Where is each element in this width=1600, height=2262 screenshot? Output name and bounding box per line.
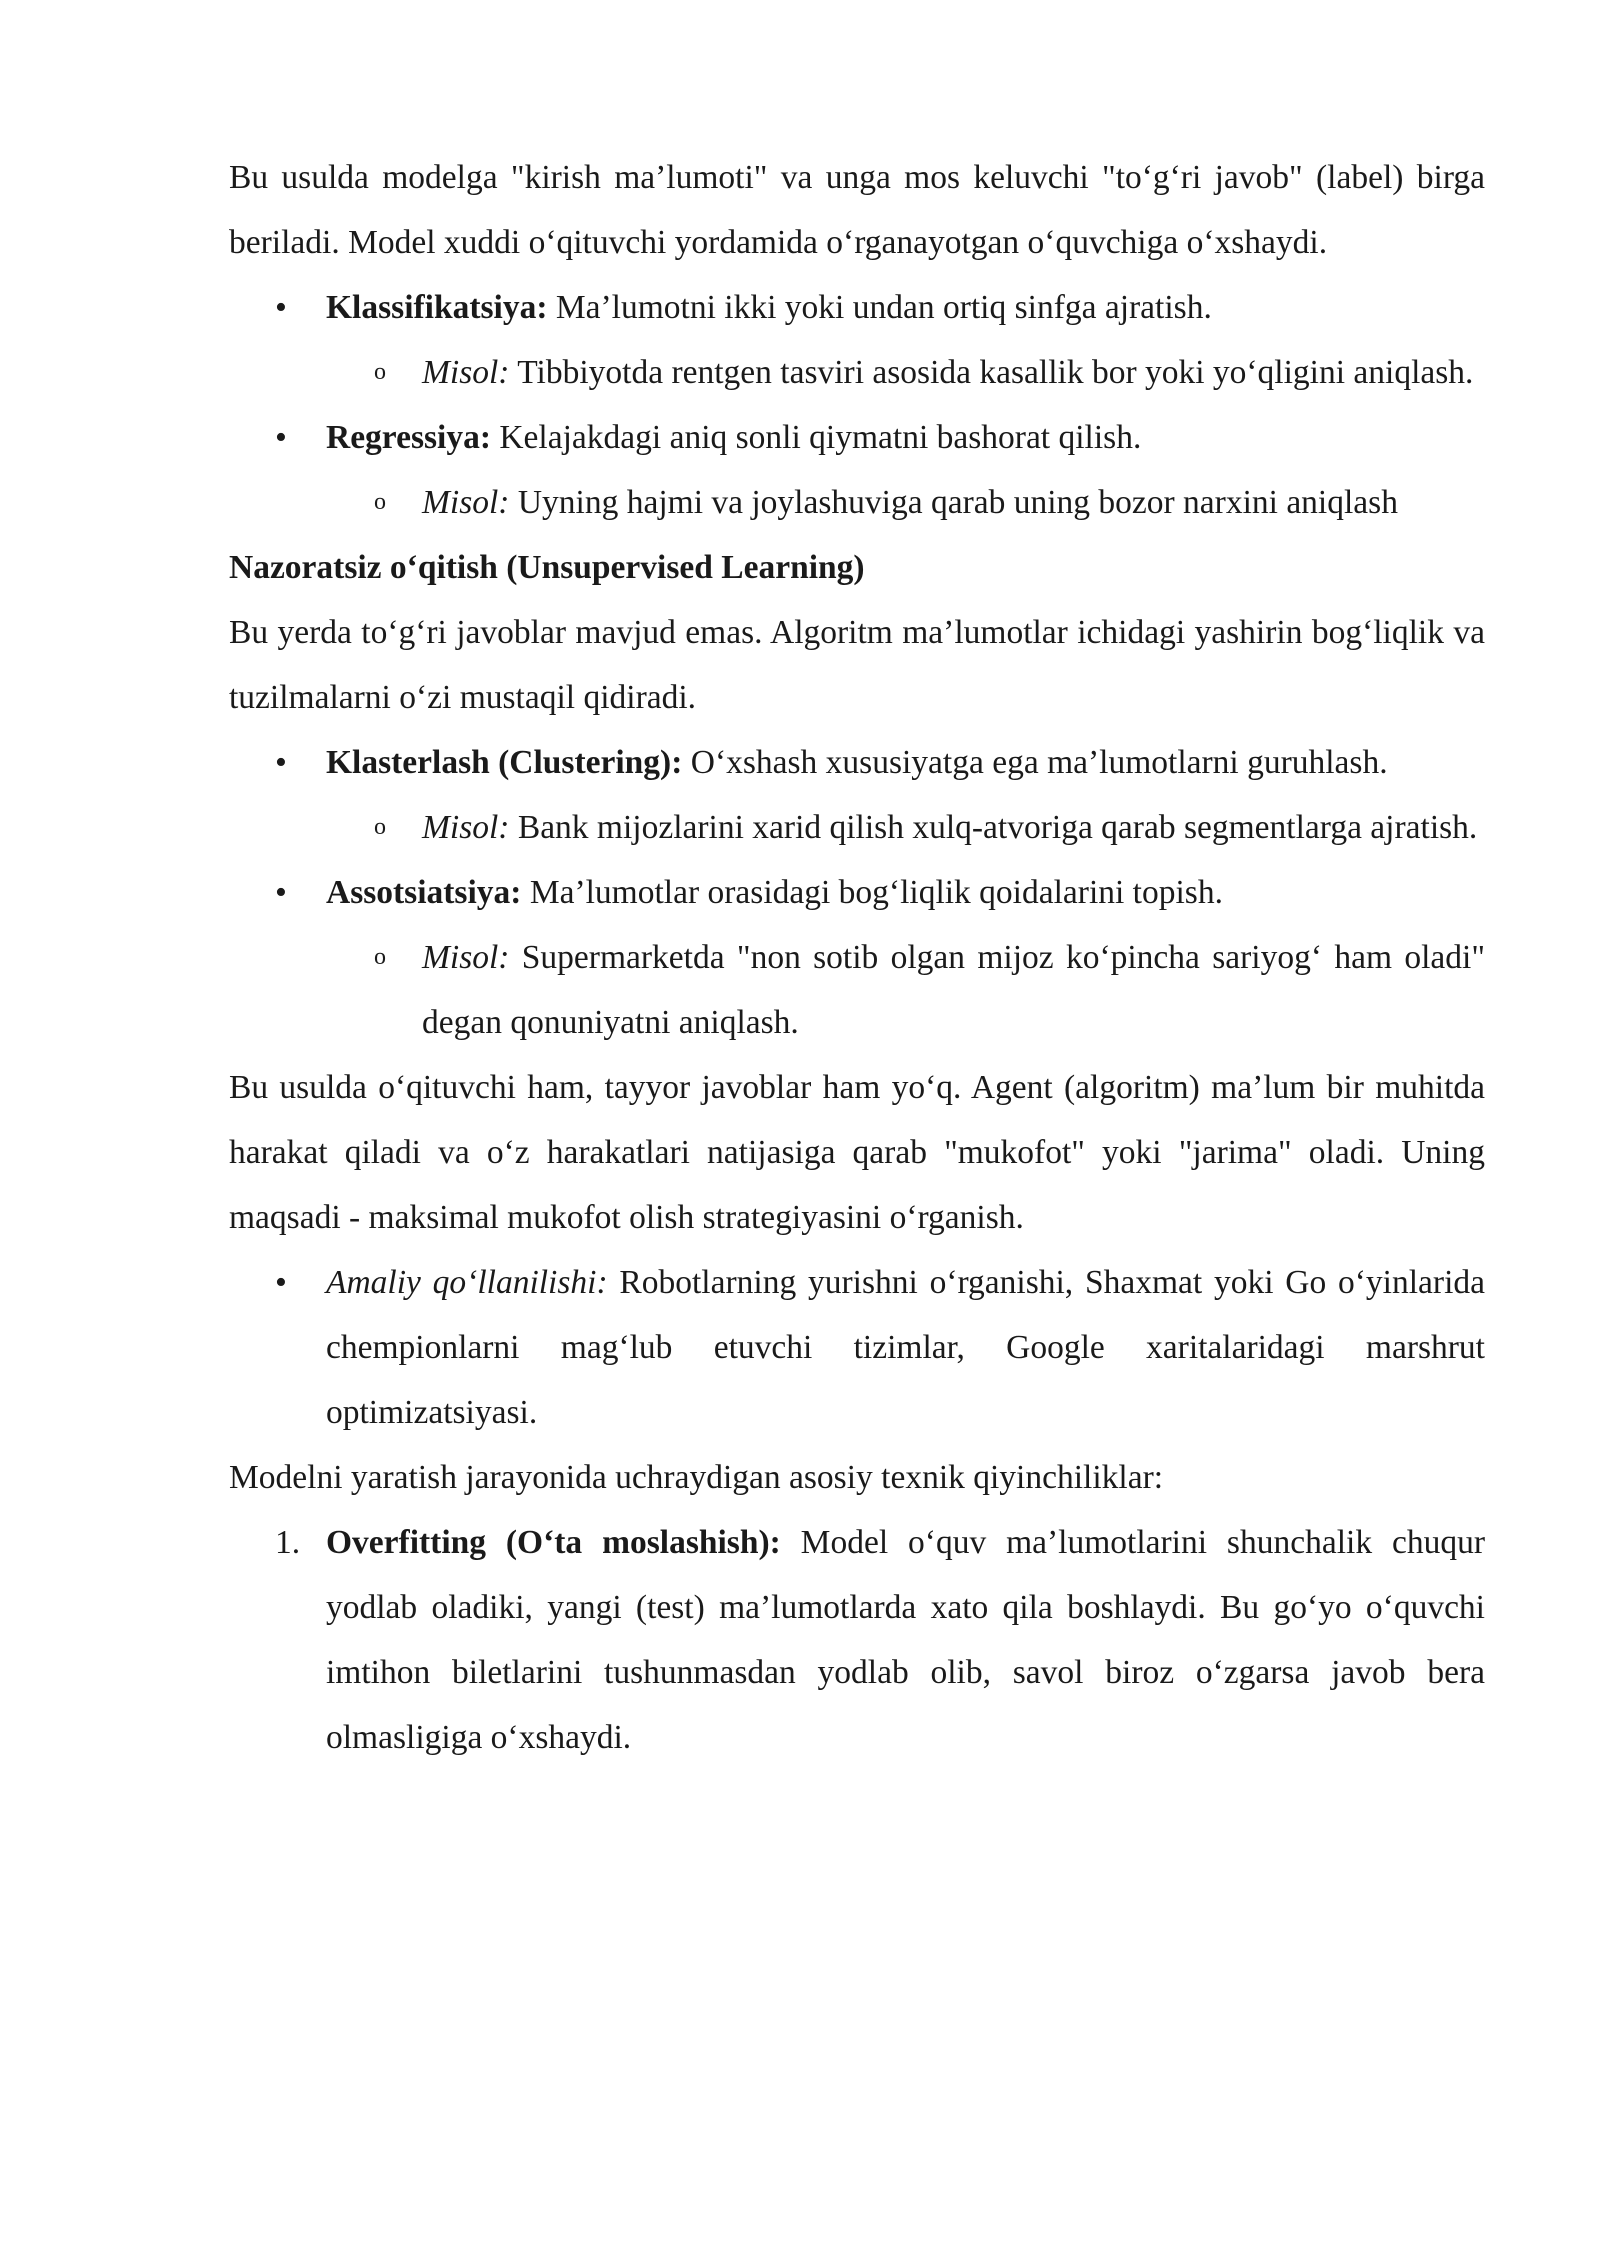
supervised-intro-paragraph: Bu usulda modelga "kirish ma’lumoti" va unga mos keluvchi "to‘g‘ri javob" (label) birga beriladi. Model xuddi o‘qituvchi yordamida o‘rganayotgan o‘quvchiga o‘xshaydi. (229, 159, 1485, 261)
unsupervised-heading (229, 535, 1485, 600)
term-classification: Klassifikatsiya: (326, 289, 548, 326)
challenges-intro-paragraph: Modelni yaratish jarayonida uchraydigan asosiy texnik qiyinchiliklar: (229, 1459, 1164, 1496)
bullet-mark: • (275, 289, 287, 326)
example-label: Misol: (422, 484, 510, 521)
unsupervised-intro-paragraph: Bu yerda to‘g‘ri javoblar mavjud emas. Algoritm ma’lumotlar ichidagi yashirin bog‘liqlik va tuzilmalarni o‘zi mustaqil qidiradi. (229, 614, 1485, 716)
bullet-item-clustering (229, 730, 1485, 795)
example-text: Supermarketda "non sotib olgan mijoz ko‘pincha sariyog‘ ham oladi" degan qonuniyatni aniqlash. (422, 939, 1485, 1041)
heading-text: Nazoratsiz o‘qitish (Unsupervised Learning) (229, 549, 865, 586)
bullet-mark: • (275, 744, 287, 781)
term-regression: Regressiya: (326, 419, 491, 456)
bullet-mark: • (275, 874, 287, 911)
sub-item-clustering-example (229, 795, 1485, 860)
example-label: Misol: (422, 939, 510, 976)
applications-text: Robotlarning yurishni o‘rganishi, Shaxmat yoki Go o‘yinlarida chempionlarni mag‘lub etuvchi tizimlar, Google xaritalaridagi marshrut optimizatsiyasi. (326, 1264, 1485, 1431)
sub-item-association-example (229, 925, 1485, 1055)
reinforcement-intro-paragraph: Bu usulda o‘qituvchi ham, tayyor javoblar ham yo‘q. Agent (algoritm) ma’lum bir muhitda harakat qiladi va o‘z harakatlari natijasiga qarab "mukofot" yoki "jarima" oladi. Uning maqsadi - maksimal mukofot olish strategiyasini o‘rganish. (229, 1069, 1485, 1236)
example-text: Uyning hajmi va joylashuviga qarab uning bozor narxini aniqlash (509, 484, 1398, 521)
term-overfitting: Overfitting (O‘ta moslashish): (326, 1524, 781, 1561)
sub-bullet-mark: o (374, 944, 386, 970)
bullet-item-classification (229, 275, 1485, 340)
definition-clustering: O‘xshash xususiyatga ega ma’lumotlarni guruhlash. (682, 744, 1388, 781)
example-label: Misol: (422, 809, 510, 846)
bullet-item-applications (229, 1250, 1485, 1445)
bullet-item-regression (229, 405, 1485, 470)
sub-bullet-mark: o (374, 489, 386, 515)
sub-item-classification-example (229, 340, 1485, 405)
list-number: 1. (275, 1524, 301, 1561)
bullet-mark: • (275, 1264, 287, 1301)
term-association: Assotsiatsiya: (326, 874, 522, 911)
sub-item-regression-example (229, 470, 1485, 535)
example-text: Bank mijozlarini xarid qilish xulq-atvoriga qarab segmentlarga ajratish. (509, 809, 1478, 846)
sub-bullet-mark: o (374, 359, 386, 385)
definition-classification: Ma’lumotni ikki yoki undan ortiq sinfga ajratish. (547, 289, 1212, 326)
example-label: Misol: (422, 354, 510, 391)
sub-bullet-mark: o (374, 814, 386, 840)
applications-label: Amaliy qo‘llanilishi: (326, 1264, 608, 1301)
term-clustering: Klasterlash (Clustering): (326, 744, 683, 781)
definition-regression: Kelajakdagi aniq sonli qiymatni bashorat qilish. (490, 419, 1142, 456)
numbered-item-overfitting (229, 1510, 1485, 1770)
definition-overfitting: Model o‘quv ma’lumotlarini shunchalik chuqur yodlab oladiki, yangi (test) ma’lumotlarda xato qila boshlaydi. Bu go‘yo o‘quvchi imtihon biletlarini tushunmasdan yodlab olib, savol biroz o‘zgarsa javob bera olmasligiga o‘xshaydi. (326, 1524, 1485, 1756)
definition-association: Ma’lumotlar orasidagi bog‘liqlik qoidalarini topish. (521, 874, 1223, 911)
bullet-mark: • (275, 419, 287, 456)
bullet-item-association (229, 860, 1485, 925)
example-text: Tibbiyotda rentgen tasviri asosida kasallik bor yoki yo‘qligini aniqlash. (509, 354, 1474, 391)
